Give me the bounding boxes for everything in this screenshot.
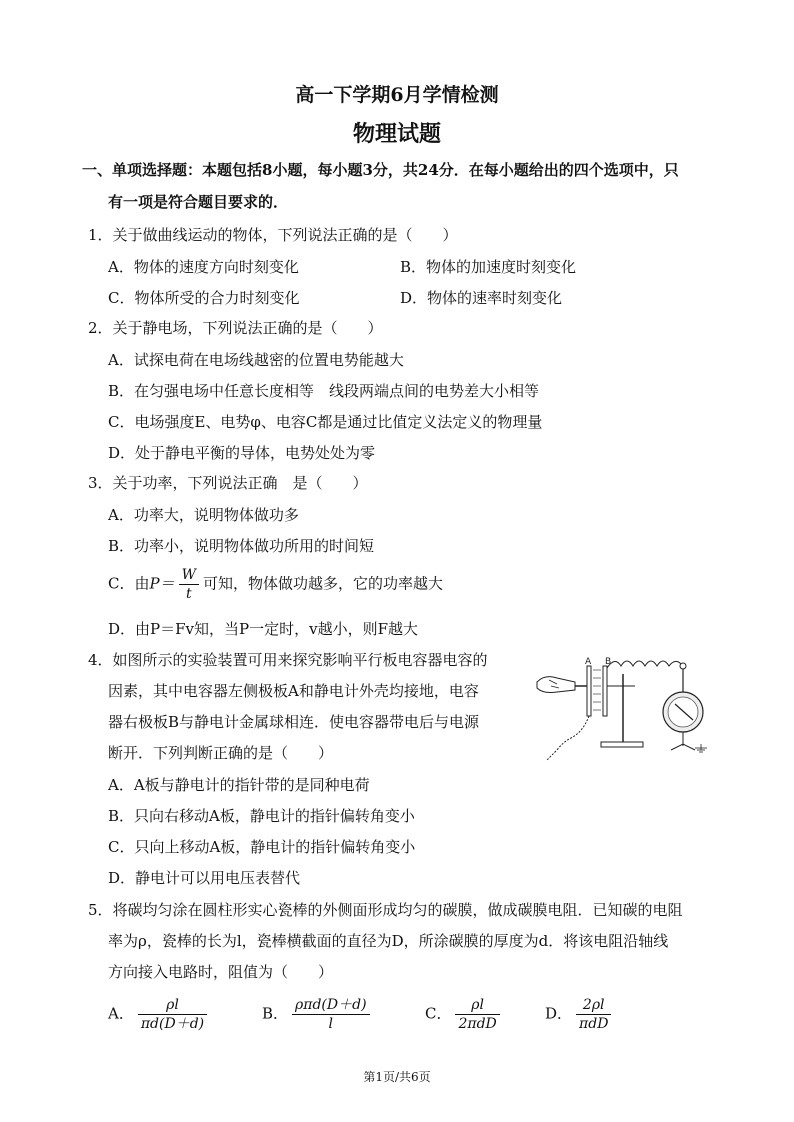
plate-b — [603, 666, 607, 716]
plate-b-label: B — [605, 657, 612, 667]
q4-option-d: D．静电计可以用电压表替代 — [108, 869, 301, 887]
q4-option-c: C．只向上移动A板，静电计的指针偏转角变小 — [108, 838, 416, 856]
q3-option-a: A．功率大，说明物体做功多 — [108, 506, 299, 524]
fraction-denominator: πd(D＋d) — [140, 1016, 205, 1032]
q4-line3: 器右极板B与静电计金属球相连．使电容器带电后与电源 — [108, 713, 480, 731]
capacitor-electrometer-figure — [535, 652, 715, 764]
q3-option-c-text: 可知，物体做功越多，它的功率越大 — [202, 574, 443, 593]
q5-option-b — [262, 996, 374, 1033]
q1-stem: 1．关于做曲线运动的物体，下列说法正确的是（ ） — [88, 226, 458, 244]
stand-base — [601, 742, 643, 747]
plate-a — [587, 666, 591, 716]
q5-option-c-label: C． — [425, 1004, 452, 1023]
q5-option-a-fraction — [138, 996, 207, 1033]
q5-line2: 率为ρ，瓷棒的长为l，瓷棒横截面的直径为D，所涂碳膜的厚度为d．将该电阻沿轴线 — [108, 932, 669, 950]
q3-stem: 3．关于功率，下列说法正确 是（ ） — [88, 474, 368, 492]
q4-option-b: B．只向右移动A板，静电计的指针偏转角变小 — [108, 807, 415, 825]
fraction-numerator: 2ρl — [576, 996, 611, 1015]
q2-option-a: A．试探电荷在电场线越密的位置电势能越大 — [108, 351, 404, 369]
q5-option-b-fraction — [292, 996, 370, 1033]
fraction-denominator: l — [328, 1016, 334, 1032]
subject-title: 物理试题 — [352, 121, 441, 147]
q1-option-c: C．物体所受的合力时刻变化 — [108, 289, 300, 307]
q3-option-b: B．功率小，说明物体做功所用的时间短 — [108, 537, 375, 555]
q1-option-b: B．物体的加速度时刻变化 — [400, 258, 577, 276]
hand-icon — [537, 677, 575, 693]
q5-option-d-fraction — [576, 996, 611, 1033]
q2-option-d: D．处于静电平衡的导体，电势处处为零 — [108, 444, 376, 462]
fraction-numerator: ρl — [138, 996, 207, 1015]
q4-line4: 断开．下列判断正确的是（ ） — [108, 744, 334, 762]
q4-line2: 因素，其中电容器左侧极板A和静电计外壳均接地，电容 — [108, 682, 479, 700]
q5-option-b-label: B． — [262, 1004, 289, 1023]
fraction-numerator: ρl — [455, 996, 499, 1015]
q5-option-a — [108, 996, 211, 1033]
q5-line3: 方向接入电路时，阻值为（ ） — [108, 963, 334, 981]
connecting-wire — [607, 661, 681, 668]
q4-line1: 4．如图所示的实验装置可用来探究影响平行板电容器电容的 — [88, 651, 488, 669]
q5-option-d-label: D． — [545, 1004, 573, 1023]
fraction-numerator: W — [179, 566, 199, 585]
q1-option-a: A．物体的速度方向时刻变化 — [108, 258, 299, 276]
fraction-denominator: t — [185, 586, 192, 602]
page-number: 第1页/共6页 — [363, 1070, 431, 1084]
q5-line1: 5．将碳均匀涂在圆柱形实心瓷棒的外侧面形成均匀的碳膜，做成碳膜电阻．已知碳的电阻 — [88, 901, 683, 919]
section-heading-line1: 一、单项选择题：本题包括8小题，每小题3分，共24分．在每小题给出的四个选项中，只 — [82, 161, 679, 179]
q3-option-c — [108, 566, 443, 603]
q3-option-c-fraction — [179, 566, 199, 603]
q5-option-d — [545, 996, 615, 1033]
q3-option-c-prefix: C．由 — [108, 574, 150, 593]
q5-option-c — [425, 996, 504, 1033]
plate-a-label: A — [585, 657, 592, 667]
q5-option-a-label: A． — [108, 1004, 134, 1023]
exam-title: 高一下学期6月学情检测 — [295, 84, 499, 106]
fraction-denominator: πdD — [579, 1016, 609, 1032]
fraction-numerator: ρπd(D＋d) — [292, 996, 370, 1015]
q3-option-d: D．由P＝Fv知，当P一定时，v越小，则F越大 — [108, 620, 418, 638]
q5-option-c-fraction — [455, 996, 499, 1033]
q2-option-b: B．在匀强电场中任意长度相等 线段两端点间的电势差大小相等 — [108, 382, 540, 400]
section-heading-line2: 有一项是符合题目要求的． — [108, 193, 289, 211]
q3-option-c-lhs: P＝ — [149, 574, 175, 593]
q1-option-d: D．物体的速率时刻变化 — [400, 289, 563, 307]
q4-option-a: A．A板与静电计的指针带的是同种电荷 — [108, 776, 370, 794]
q2-option-c: C．电场强度E、电势φ、电容C都是通过比值定义法定义的物理量 — [108, 413, 543, 431]
fraction-denominator: 2πdD — [458, 1016, 497, 1032]
q2-stem: 2．关于静电场，下列说法正确的是（ ） — [88, 319, 383, 337]
